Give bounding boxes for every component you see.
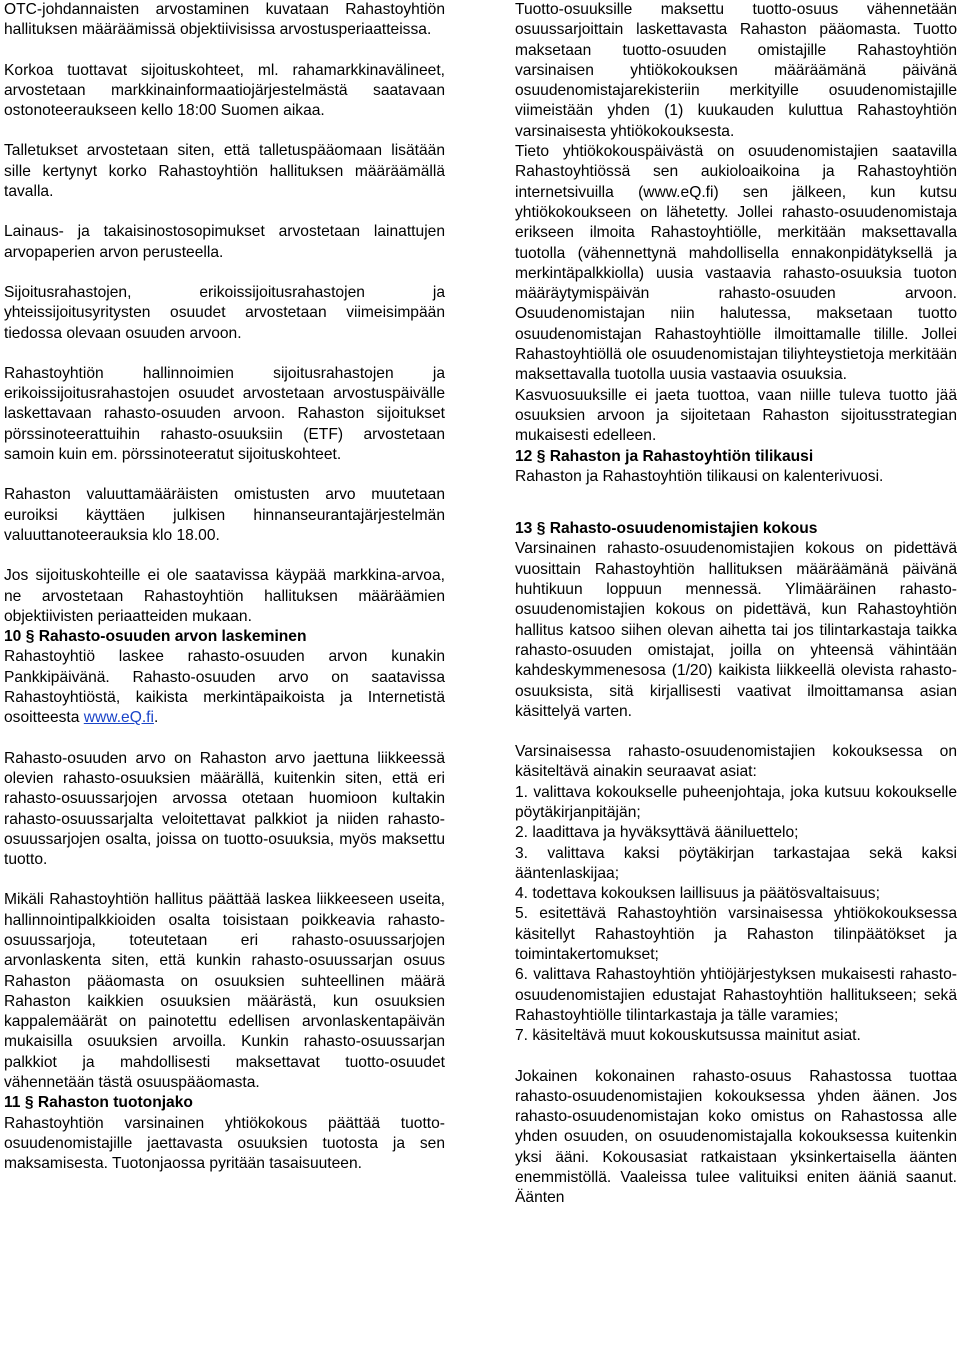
section-number: 11: [4, 1094, 21, 1112]
paragraph-end: .: [153, 709, 159, 727]
paragraph-distribution: Rahastoyhtiön varsinainen yhtiökokous päättää tuotto-osuudenomistajille jaettavasta osuuksien tuotosta ja sen maksamisesta. Tuotonjaossa pyritään tasaisuuteen.: [4, 1114, 445, 1173]
paragraph-fund-units: Sijoitusrahastojen, erikoissijoitusrahastojen ja yhteissijoitusyritysten osuudet arvostetaan viimeisimpään tiedossa olevaan osuuden arvoon.: [4, 283, 445, 342]
list-item: 7. käsiteltävä muut kokouskutsussa mainitut asiat.: [515, 1027, 861, 1045]
list-item: 1. valittava kokoukselle puheenjohtaja, joka kutsuu kokoukselle pöytäkirjanpitäjän;: [515, 783, 957, 821]
paragraph-lending: Lainaus- ja takaisinostosopimukset arvostetaan lainattujen arvopaperien arvon perusteella.: [4, 223, 445, 261]
section-title: Rahaston tuotonjako: [37, 1094, 193, 1112]
paragraph-managed-funds: Rahastoyhtiön hallinnoimien sijoitusrahastojen ja erikoissijoitusrahastojen osuudet arvostetaan arvostuspäivälle laskettavaan rahasto-osuuden arvoon. Rahaston sijoitukset pörssinoteerattuihin rahasto-osuuksiin (ETF) arvostetaan samoin kuin em. pörssinoteeratut sijoituskohteet.: [4, 364, 445, 464]
paragraph-meeting-info: Tieto yhtiökokouspäivästä on osuudenomistajien saatavilla Rahastoyhtiössä sen aukioloaikoina ja Rahastoyhtiön internetsivuilla (www.eQ.fi) sen jälkeen, kun kutsu yhtiökokoukseen on lähetetty. Jollei rahasto-osuudenomistaja erikseen ilmoita Rahastoyhtiölle, merkitään maksettavalla tuotolla (vähennettynä mahdollisella ennakonpidätyksellä ja merkintäpalkkiolla) uusia vastaavia rahasto-osuuksia tuoton määräytymispäivän rahasto-osuuden arvoon. Osuudenomistajan niin halutessa, maksetaan tuotto osuudenomistajan Rahastoyhtiölle ilmoittamalle tilille. Jollei Rahastoyhtiöllä ole osuudenomistajan tiliyhteystietoja merkitään maksettavalla tuotolla uusia vastaavia osuuksia.: [515, 143, 957, 384]
paragraph-meetings: Varsinainen rahasto-osuudenomistajien kokous on pidettävä vuosittain Rahastoyhtiön hallituksen määräämänä päivänä huhtikuun loppuun mennessä. Ylimääräinen rahasto-osuudenomistajien kokous on pidettävä, kun Rahastoyhtiön hallitus katsoo siihen olevan aihetta tai jos tilintarkastaja taikka rahasto-osuuden omistajat, joilla on yhteensä vähintään kahdeskymmenesosa (1/20) kaikista liikkeellä olevista rahasto-osuuksista, sitä kirjallisesti vaativat ilmoittamansa asian käsittelyä varten.: [515, 540, 957, 720]
list-item: 5. esitettävä Rahastoyhtiön varsinaisessa yhtiökokouksessa käsitellyt Rahastoyhtiön ja Rahaston tilinpäätökset ja toimintakertomukset;: [515, 905, 957, 964]
left-column: [4, 0, 445, 1175]
list-item: 6. valittava Rahastoyhtiön yhtiöjärjestyksen mukaisesti rahasto-osuudenomistajien edustajat Rahastoyhtiön hallitukseen; sekä Rahastoyhtiölle tilintarkastaja ja tälle varamies;: [515, 966, 957, 1024]
section-title: Rahasto-osuudenomistajien kokous: [549, 520, 818, 538]
paragraph-series: Mikäli Rahastoyhtiön hallitus päättää laskea liikkeeseen useita, hallinnointipalkkioiden osalta toisistaan poikkeavia rahasto-osuussarjoja, toteutetaan eri rahasto-osuussarjojen arvonlaskenta siten, että kunkin rahasto-osuussarjan osuus Rahaston pääomasta on osuuksien suhteellinen määrä Rahaston kaikkien osuuksien määrästä, kun osuuksien kappalemäärät on painotettu edellisen arvonlaskentapäivän mukaisilla osuuksien arvoilla. Kunkin rahasto-osuussarjan palkkiot ja mahdollisesti maksettavat tuotto-osuudet vähennetään tästä osuuspääomasta.: [4, 891, 445, 1092]
section-sign: §: [25, 628, 35, 646]
section-heading-13: [515, 519, 957, 539]
section-title: Rahasto-osuuden arvon laskeminen: [38, 628, 307, 646]
website-link[interactable]: www.eQ.fi: [83, 709, 154, 727]
list-item: 4. todettava kokouksen laillisuus ja päätösvaltaisuus;: [515, 885, 880, 903]
section-sign: §: [536, 520, 546, 538]
paragraph-fixed-income: Korkoa tuottavat sijoituskohteet, ml. rahamarkkinavälineet, arvostetaan markkinainformaatiojärjestelmästä saatavaan ostonoteeraukseen kello 18:00 Suomen aikaa.: [4, 61, 445, 120]
paragraph-otc-valuation: OTC-johdannaisten arvostaminen kuvataan Rahastoyhtiön hallituksen määräämissä objektiivisissa arvostusperiaatteissa.: [4, 1, 445, 39]
list-item: 3. valittava kaksi pöytäkirjan tarkastajaa sekä kaksi ääntenlaskijaa;: [515, 844, 957, 882]
paragraph-unit-value: [4, 647, 445, 728]
section-title: Rahaston ja Rahastoyhtiön tilikausi: [549, 447, 814, 465]
paragraph-agenda-intro: Varsinaisessa rahasto-osuudenomistajien kokouksessa on käsiteltävä ainakin seuraavat asiat:: [515, 743, 957, 781]
agenda-list: [515, 783, 957, 1047]
paragraph-voting: Jokainen kokonainen rahasto-osuus Rahastossa tuottaa rahasto-osuudenomistajien kokouksessa yhden äänen. Jos rahasto-osuudenomistajan koko omistus on Rahastossa alle yhden osuuden, on osuudenomistajalla kokouksessa kuitenkin yksi ääni. Kokousasiat ratkaistaan yksinkertaisella äänten enemmistöllä. Vaaleissa tulee valituiksi eniten ääniä saanut. Äänten: [515, 1067, 957, 1207]
section-sign: §: [536, 447, 546, 465]
section-heading-12: [515, 447, 957, 467]
section-sign: §: [24, 1094, 34, 1112]
paragraph-no-market-value: Jos sijoituskohteille ei ole saatavissa käypää markkina-arvoa, ne arvostetaan Rahastoyhtiön hallituksen määräämien objektiivisten periaatteiden mukaan.: [4, 567, 445, 625]
paragraph-currency: Rahaston valuuttamääräisten omistusten arvo muutetaan euroiksi käyttäen julkisen hinnanseurantajärjestelmän valuuttanoteerauksia klo 18.00.: [4, 486, 445, 544]
paragraph-deposits: Talletukset arvostetaan siten, että talletuspääomaan lisätään sille kertynyt korko Rahastoyhtiön hallituksen määräämällä tavalla.: [4, 142, 445, 201]
section-number: 13: [515, 520, 533, 538]
paragraph-growth-units: Kasvuosuuksille ei jaeta tuottoa, vaan niille tuleva tuotto jää osuuksien arvoon ja sijoitetaan Rahaston sijoitusstrategian mukaisesti edelleen.: [515, 386, 957, 445]
paragraph-unit-calculation: Rahasto-osuuden arvo on Rahaston arvo jaettuna liikkeessä olevien rahasto-osuuksien määrällä, kuitenkin siten, että eri rahasto-osuussarjojen arvossa otetaan huomioon kultakin rahasto-osuussarjalta veloitettavat palkkiot ja niiden rahasto-osuussarjojen osalta, joissa on tuotto-osuuksia, myös maksettu tuotto.: [4, 749, 445, 869]
paragraph-distribution-payment: Tuotto-osuuksille maksettu tuotto-osuus vähennetään osuussarjoittain laskettavasta Rahaston pääomasta. Tuotto maksetaan tuotto-osuuden omistajille Rahastoyhtiön varsinaisen yhtiökokouksen määräämänä päivänä osuudenomistajarekisteriin merkityille osuudenomistajille viimeistään yhden (1) kuukauden kuluttua Rahastoyhtiön varsinaisesta yhtiökokouksesta.: [515, 1, 957, 140]
section-heading-10: [4, 627, 445, 647]
section-heading-11: [4, 1093, 445, 1113]
paragraph-financial-year: Rahaston ja Rahastoyhtiön tilikausi on kalenterivuosi.: [515, 467, 884, 485]
paragraph-text: Rahastoyhtiö laskee rahasto-osuuden arvon kunakin Pankkipäivänä. Rahasto-osuuden arvo on saatavissa Rahastoyhtiöstä, kaikista merkintäpaikoista ja Internetistä osoitteesta: [4, 648, 445, 727]
list-item: 2. laadittava ja hyväksyttävä ääniluettelo;: [515, 824, 799, 842]
section-number: 12: [515, 447, 533, 465]
right-column: [515, 0, 957, 1209]
section-number: 10: [4, 628, 22, 646]
